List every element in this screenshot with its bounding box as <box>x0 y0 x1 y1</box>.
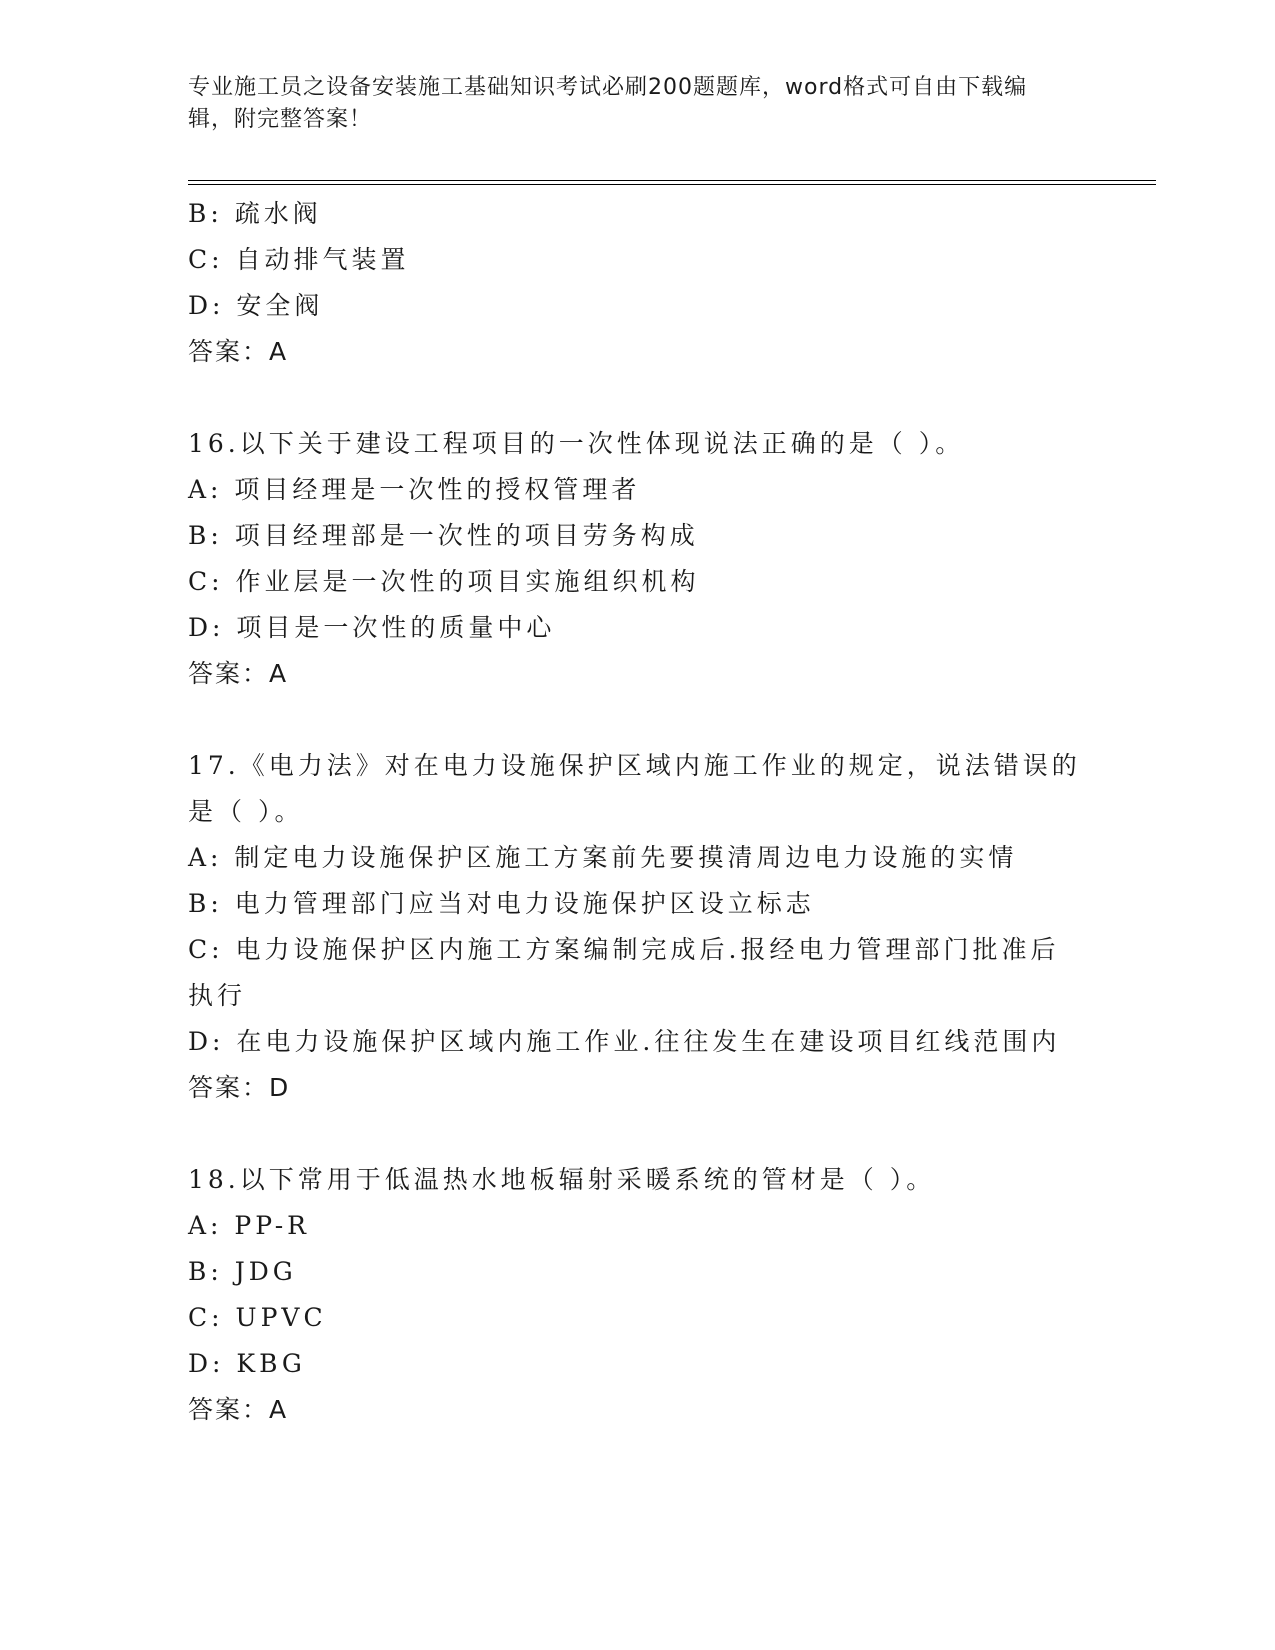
question-stem: 18.以下常用于低温热水地板辐射采暖系统的管材是（ ）。 <box>188 1165 936 1194</box>
option-a: A: 项目经理是一次性的授权管理者 <box>188 475 641 504</box>
question-block-prev <box>188 191 1088 375</box>
option-b: B: 疏水阀 <box>188 199 322 228</box>
header-divider-top <box>188 180 1156 181</box>
option-a: A: 制定电力设施保护区施工方案前先要摸清周边电力设施的实情 <box>188 843 1018 872</box>
question-stem: 16.以下关于建设工程项目的一次性体现说法正确的是（ ）。 <box>188 429 965 458</box>
question-list <box>188 191 1088 1433</box>
option-c: C: 自动排气装置 <box>188 245 410 274</box>
option-d: D: 安全阀 <box>188 291 324 320</box>
question-block-18 <box>188 1157 1088 1433</box>
option-c: C: 作业层是一次性的项目实施组织机构 <box>188 567 700 596</box>
answer-line: 答案：A <box>188 337 289 366</box>
option-d: D: 在电力设施保护区域内施工作业.往往发生在建设项目红线范围内 <box>188 1027 1061 1056</box>
option-c: C: 电力设施保护区内施工方案编制完成后.报经电力管理部门批准后执行 <box>188 935 1060 1010</box>
spacer <box>188 1111 1088 1157</box>
document-header <box>188 72 1068 136</box>
spacer <box>188 375 1088 421</box>
option-b: B: 电力管理部门应当对电力设施保护区设立标志 <box>188 889 815 918</box>
answer-line: 答案：D <box>188 1073 291 1102</box>
header-divider-bottom <box>188 184 1156 185</box>
option-c: C: UPVC <box>188 1303 327 1332</box>
spacer <box>188 697 1088 743</box>
option-b: B: JDG <box>188 1257 297 1286</box>
document-title: 专业施工员之设备安装施工基础知识考试必刷200题题库，word格式可自由下载编辑，附完整答案！ <box>188 75 1028 132</box>
option-b: B: 项目经理部是一次性的项目劳务构成 <box>188 521 699 550</box>
answer-line: 答案：A <box>188 1395 289 1424</box>
option-d: D: 项目是一次性的质量中心 <box>188 613 556 642</box>
option-a: A: PP-R <box>188 1211 310 1240</box>
answer-line: 答案：A <box>188 659 289 688</box>
question-stem: 17.《电力法》对在电力设施保护区域内施工作业的规定，说法错误的是（ ）。 <box>188 751 1081 826</box>
question-block-17 <box>188 743 1088 1111</box>
question-block-16 <box>188 421 1088 697</box>
option-d: D: KBG <box>188 1349 306 1378</box>
